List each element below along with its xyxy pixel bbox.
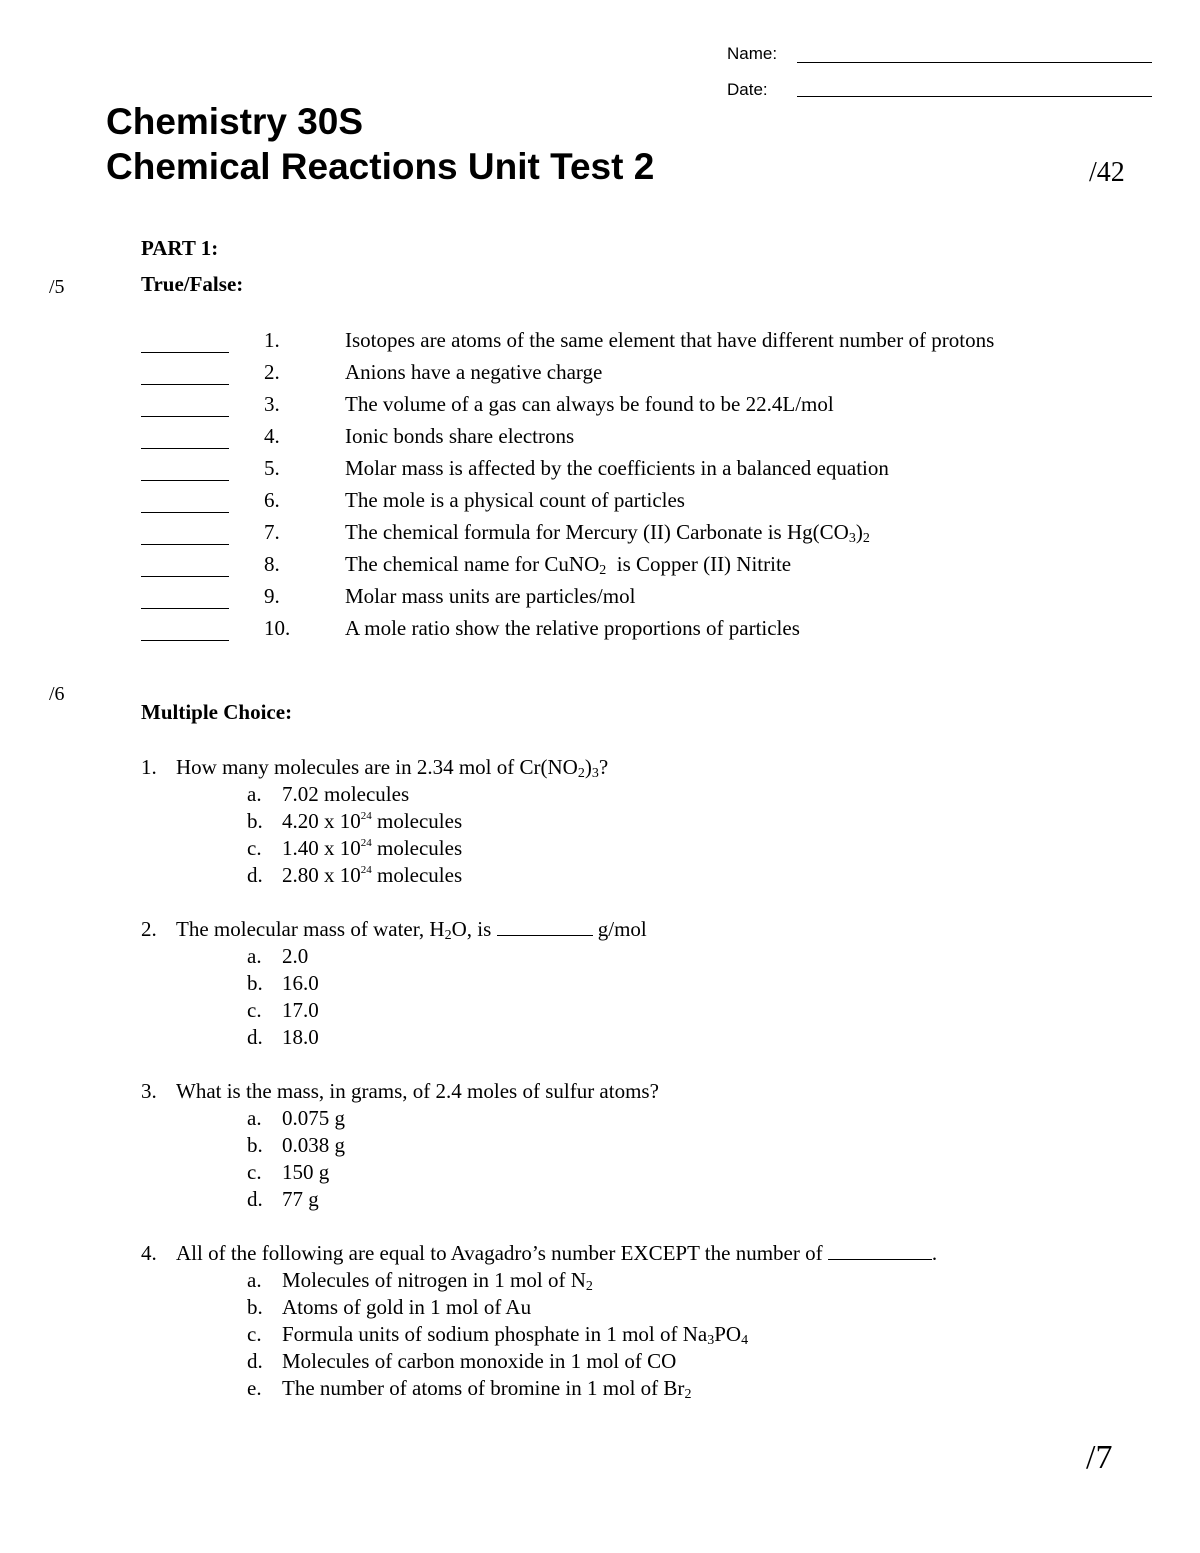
- name-label: Name:: [727, 44, 778, 63]
- tf-number: 9.: [264, 584, 280, 608]
- answer-blank[interactable]: [141, 352, 229, 353]
- date-label: Date:: [727, 80, 768, 99]
- question-number: 3.: [141, 1079, 157, 1103]
- tf-number: 8.: [264, 552, 280, 576]
- tf-statement: Anions have a negative charge: [345, 360, 603, 384]
- fill-in-blank[interactable]: [497, 917, 593, 936]
- tf-statement: Isotopes are atoms of the same element that have different number of protons: [345, 328, 995, 352]
- question-text: All of the following are equal to Avagadro’s number EXCEPT the number of .: [176, 1241, 938, 1265]
- mc-question-2: [141, 917, 1141, 1052]
- question-number: 1.: [141, 755, 157, 779]
- answer-blank[interactable]: [141, 608, 229, 609]
- mc-question-4: [141, 1241, 1141, 1403]
- answer-blank[interactable]: [141, 512, 229, 513]
- option-b[interactable]: b. 16.0: [247, 971, 319, 995]
- option-d[interactable]: d. 18.0: [247, 1025, 319, 1049]
- true-false-score: /5: [49, 276, 65, 298]
- tf-statement: Ionic bonds share electrons: [345, 424, 575, 448]
- question-number: 4.: [141, 1241, 157, 1265]
- answer-blank[interactable]: [141, 384, 229, 385]
- question-text: The molecular mass of water, $H_2O$, is g/mol: [176, 917, 647, 943]
- question-stem: [141, 1079, 1141, 1106]
- option-a[interactable]: a. 7.02 molecules: [247, 782, 410, 806]
- option-c[interactable]: c. 1.40 x $10^{24}$ molecules: [247, 836, 463, 860]
- tf-statement: Molar mass units are particles/mol: [345, 584, 636, 608]
- tf-number: 1.: [264, 328, 280, 352]
- total-score: /42: [1089, 157, 1125, 188]
- tf-number: 2.: [264, 360, 280, 384]
- question-stem: [141, 1241, 1141, 1268]
- option-c[interactable]: c. 150 g: [247, 1160, 330, 1184]
- fill-in-blank[interactable]: [828, 1241, 932, 1260]
- tf-statement: The chemical formula for Mercury (II) Carbonate is $Hg(CO_3)_2$: [345, 520, 870, 546]
- multiple-choice-score: /6: [49, 683, 65, 705]
- question-stem: [141, 917, 1141, 944]
- option-b[interactable]: b. 0.038 g: [247, 1133, 345, 1157]
- tf-number: 6.: [264, 488, 280, 512]
- answer-blank[interactable]: [141, 640, 229, 641]
- mc-question-3: [141, 1079, 1141, 1214]
- question-text: What is the mass, in grams, of 2.4 moles of sulfur atoms?: [176, 1079, 659, 1103]
- answer-blank[interactable]: [141, 448, 229, 449]
- option-b[interactable]: b. 4.20 x $10^{24}$ molecules: [247, 809, 463, 833]
- question-text: How many molecules are in 2.34 mol of $Cr(NO_2)_3$?: [176, 755, 609, 781]
- mc-question-1: [141, 755, 1141, 890]
- tf-number: 5.: [264, 456, 280, 480]
- part1-heading: PART 1:: [141, 236, 219, 260]
- page-title: Chemistry 30S: [106, 101, 364, 142]
- option-a[interactable]: a. Molecules of nitrogen in 1 mol of $N_2$: [247, 1268, 593, 1294]
- option-d[interactable]: d. Molecules of carbon monoxide in 1 mol of CO: [247, 1349, 677, 1373]
- answer-blank[interactable]: [141, 480, 229, 481]
- option-a[interactable]: a. 0.075 g: [247, 1106, 345, 1130]
- option-d[interactable]: d. 77 g: [247, 1187, 319, 1211]
- tf-number: 7.: [264, 520, 280, 544]
- tf-statement: A mole ratio show the relative proportions of particles: [345, 616, 800, 640]
- answer-blank[interactable]: [141, 416, 229, 417]
- option-d[interactable]: d. 2.80 x $10^{24}$ molecules: [247, 863, 463, 887]
- answer-blank[interactable]: [141, 544, 229, 545]
- question-number: 2.: [141, 917, 157, 941]
- tf-statement: The chemical name for CuNO$_2$ is Copper (II) Nitrite: [345, 552, 792, 578]
- option-b[interactable]: b. Atoms of gold in 1 mol of Au: [247, 1295, 532, 1319]
- tf-statement: Molar mass is affected by the coefficients in a balanced equation: [345, 456, 889, 480]
- question-stem: [141, 755, 1141, 782]
- page-subtitle: Chemical Reactions Unit Test 2: [106, 146, 655, 187]
- tf-statement: The mole is a physical count of particles: [345, 488, 685, 512]
- tf-number: 3.: [264, 392, 280, 416]
- tf-number: 10.: [264, 616, 291, 640]
- option-c[interactable]: c. 17.0: [247, 998, 319, 1022]
- option-e[interactable]: e. The number of atoms of bromine in 1 mol of $Br_2$: [247, 1376, 692, 1402]
- answer-blank[interactable]: [141, 576, 229, 577]
- option-a[interactable]: a. 2.0: [247, 944, 309, 968]
- multiple-choice-heading: Multiple Choice:: [141, 700, 293, 724]
- true-false-heading: True/False:: [141, 272, 244, 296]
- page-score: /7: [1086, 1439, 1113, 1476]
- name-field[interactable]: [797, 62, 1152, 63]
- date-field[interactable]: [797, 96, 1152, 97]
- tf-number: 4.: [264, 424, 280, 448]
- option-c[interactable]: c. Formula units of sodium phosphate in 1 mol of $Na_3PO_4$: [247, 1322, 749, 1348]
- tf-statement: The volume of a gas can always be found to be 22.4L/mol: [345, 392, 834, 416]
